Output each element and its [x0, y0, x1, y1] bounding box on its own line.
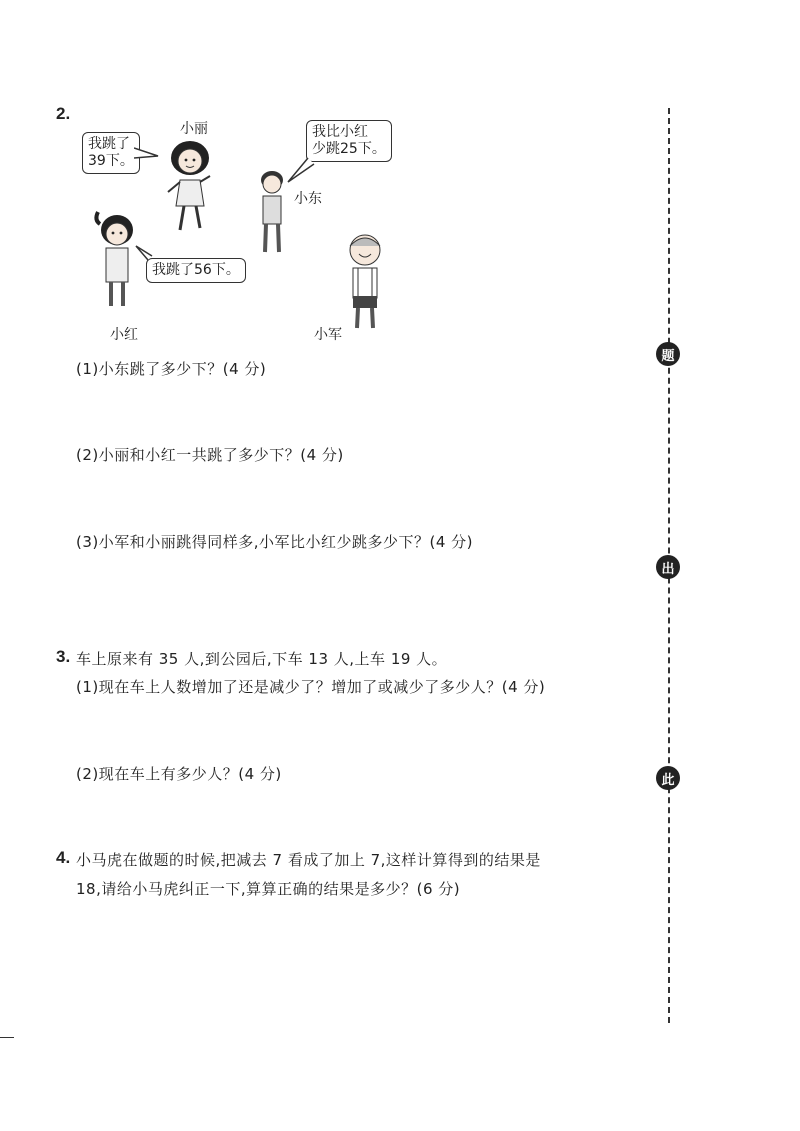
xiaodong-figure [252, 168, 292, 258]
xiaohong-bubble-text: 我跳了56下。 [152, 262, 240, 278]
question-3-part-2: (2)现在车上有多少人？(4 分) [76, 765, 282, 783]
name-xiaodong: 小东 [294, 191, 322, 207]
xiaoli-figure [160, 140, 220, 240]
question-2-part-1: (1)小东跳了多少下？(4 分) [76, 360, 267, 378]
question-3-part-1: (1)现在车上人数增加了还是减少了？增加了或减少了多少人？(4 分) [76, 678, 546, 696]
margin-seal-1: 题 [656, 342, 680, 366]
xiaohong-speech-bubble [146, 258, 246, 283]
xiaojun-figure [340, 230, 390, 334]
name-xiaoli: 小丽 [180, 121, 208, 137]
name-xiaojun: 小军 [314, 327, 342, 343]
xiaodong-bubble-line1: 我比小红 [312, 124, 368, 140]
xiaoli-speech-bubble [82, 132, 140, 174]
question-4-line-2: 18,请给小马虎纠正一下,算算正确的结果是多少？(6 分) [76, 880, 461, 898]
question-4-number: 4. [56, 848, 71, 867]
crop-mark [0, 1037, 14, 1038]
question-3-text: 车上原来有 35 人,到公园后,下车 13 人,上车 19 人。 [76, 650, 448, 668]
question-4-line-1: 小马虎在做题的时候,把减去 7 看成了加上 7,这样计算得到的结果是 [76, 851, 541, 869]
question-2-number: 2. [56, 104, 71, 123]
question-2-part-2: (2)小丽和小红一共跳了多少下？(4 分) [76, 446, 344, 464]
xiaodong-speech-bubble [306, 120, 392, 162]
xiaodong-bubble-line2: 少跳25下。 [312, 141, 386, 157]
margin-seal-3: 此 [656, 766, 680, 790]
xiaohong-figure [90, 210, 140, 310]
question-2-part-3: (3)小军和小丽跳得同样多,小军比小红少跳多少下？(4 分) [76, 533, 474, 551]
margin-seal-2: 出 [656, 555, 680, 579]
xiaoli-bubble-tail [134, 146, 160, 162]
name-xiaohong: 小红 [110, 327, 138, 343]
question-3-number: 3. [56, 647, 71, 666]
xiaoli-bubble-line1: 我跳了 [88, 136, 130, 152]
xiaoli-bubble-line2: 39下。 [88, 153, 134, 169]
